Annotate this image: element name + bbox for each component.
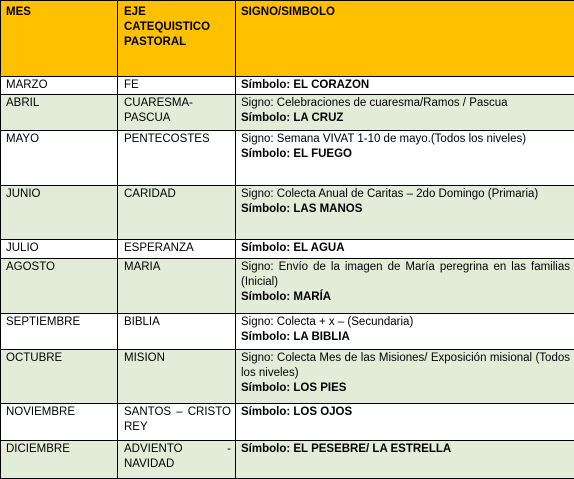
eje-text: ADVIENTO - NAVIDAD <box>124 442 231 470</box>
cell-signo <box>236 240 574 259</box>
cell-mes: OCTUBRE <box>1 349 118 403</box>
cell-eje: ESPERANZA <box>118 240 236 259</box>
table-row <box>1 349 574 403</box>
cell-mes: NOVIEMBRE <box>1 404 118 440</box>
cell-signo <box>236 95 574 131</box>
signo-text: Signo: Semana VIVAT 1-10 de mayo.(Todos los niveles) <box>241 133 527 146</box>
cell-signo <box>236 404 574 440</box>
table-row <box>1 131 574 185</box>
signo-text: Signo: Envío de la imagen de María peregrina en las familias (Inicial) <box>241 261 570 289</box>
cell-signo <box>236 259 574 313</box>
cell-mes: JUNIO <box>1 185 118 239</box>
table-row <box>1 185 574 239</box>
cell-eje: MISION <box>118 349 236 403</box>
eje-text: CUARESMA-PASCUA <box>124 97 194 125</box>
simbolo-text: Símbolo: LAS MANOS <box>241 202 363 215</box>
cell-signo <box>236 440 574 478</box>
table-row <box>1 313 574 349</box>
cell-eje: PENTECOSTES <box>118 131 236 185</box>
header-row <box>1 1 574 77</box>
eje-text: SANTOS – CRISTO REY <box>124 406 231 434</box>
cell-eje <box>118 404 236 440</box>
cell-eje: MARIA <box>118 259 236 313</box>
cell-eje: BIBLIA <box>118 313 236 349</box>
signo-text: Signo: Colecta + x – (Secundaria) <box>241 315 414 328</box>
signo-text: Signo: Celebraciones de cuaresma/Ramos / Pascua <box>241 97 508 110</box>
table-row <box>1 240 574 259</box>
cell-signo <box>236 349 574 403</box>
cell-signo <box>236 313 574 349</box>
cell-mes: MARZO <box>1 77 118 95</box>
header-eje <box>118 1 236 77</box>
cell-mes: SEPTIEMBRE <box>1 313 118 349</box>
simbolo-text: Símbolo: EL FUEGO <box>241 148 352 161</box>
table-row <box>1 259 574 313</box>
cell-signo <box>236 185 574 239</box>
simbolo-text: Símbolo: EL CORAZON <box>241 79 370 91</box>
header-mes: MES <box>1 1 118 77</box>
header-eje-label: EJE CATEQUISTICO PASTORAL <box>124 6 211 48</box>
cell-eje <box>118 440 236 478</box>
simbolo-text: Símbolo: EL AGUA <box>241 242 345 255</box>
cell-mes: DICIEMBRE <box>1 440 118 478</box>
cell-mes: MAYO <box>1 131 118 185</box>
header-signo-simbolo: SIGNO/SIMBOLO <box>236 1 574 77</box>
simbolo-text: Símbolo: LA CRUZ <box>241 112 344 125</box>
table-row <box>1 440 574 478</box>
table-row <box>1 404 574 440</box>
cell-mes: ABRIL <box>1 95 118 131</box>
simbolo-text: Símbolo: LA BIBLIA <box>241 330 350 343</box>
signo-text: Signo: Colecta Mes de las Misiones/ Exposición misional (Todos los niveles) <box>241 351 570 379</box>
table-row <box>1 77 574 95</box>
simbolo-text: Símbolo: LOS OJOS <box>241 406 353 419</box>
cell-eje <box>118 95 236 131</box>
simbolo-text: Símbolo: LOS PIES <box>241 381 347 394</box>
cell-mes: JULIO <box>1 240 118 259</box>
table-row <box>1 95 574 131</box>
cell-signo <box>236 131 574 185</box>
simbolo-text: Símbolo: EL PESEBRE/ LA ESTRELLA <box>241 442 452 455</box>
cell-mes: AGOSTO <box>1 259 118 313</box>
cell-eje: FE <box>118 77 236 95</box>
simbolo-text: Símbolo: MARÍA <box>241 291 332 304</box>
cell-signo <box>236 77 574 95</box>
cell-eje: CARIDAD <box>118 185 236 239</box>
signo-text: Signo: Colecta Anual de Caritas – 2do Domingo (Primaria) <box>241 187 539 200</box>
